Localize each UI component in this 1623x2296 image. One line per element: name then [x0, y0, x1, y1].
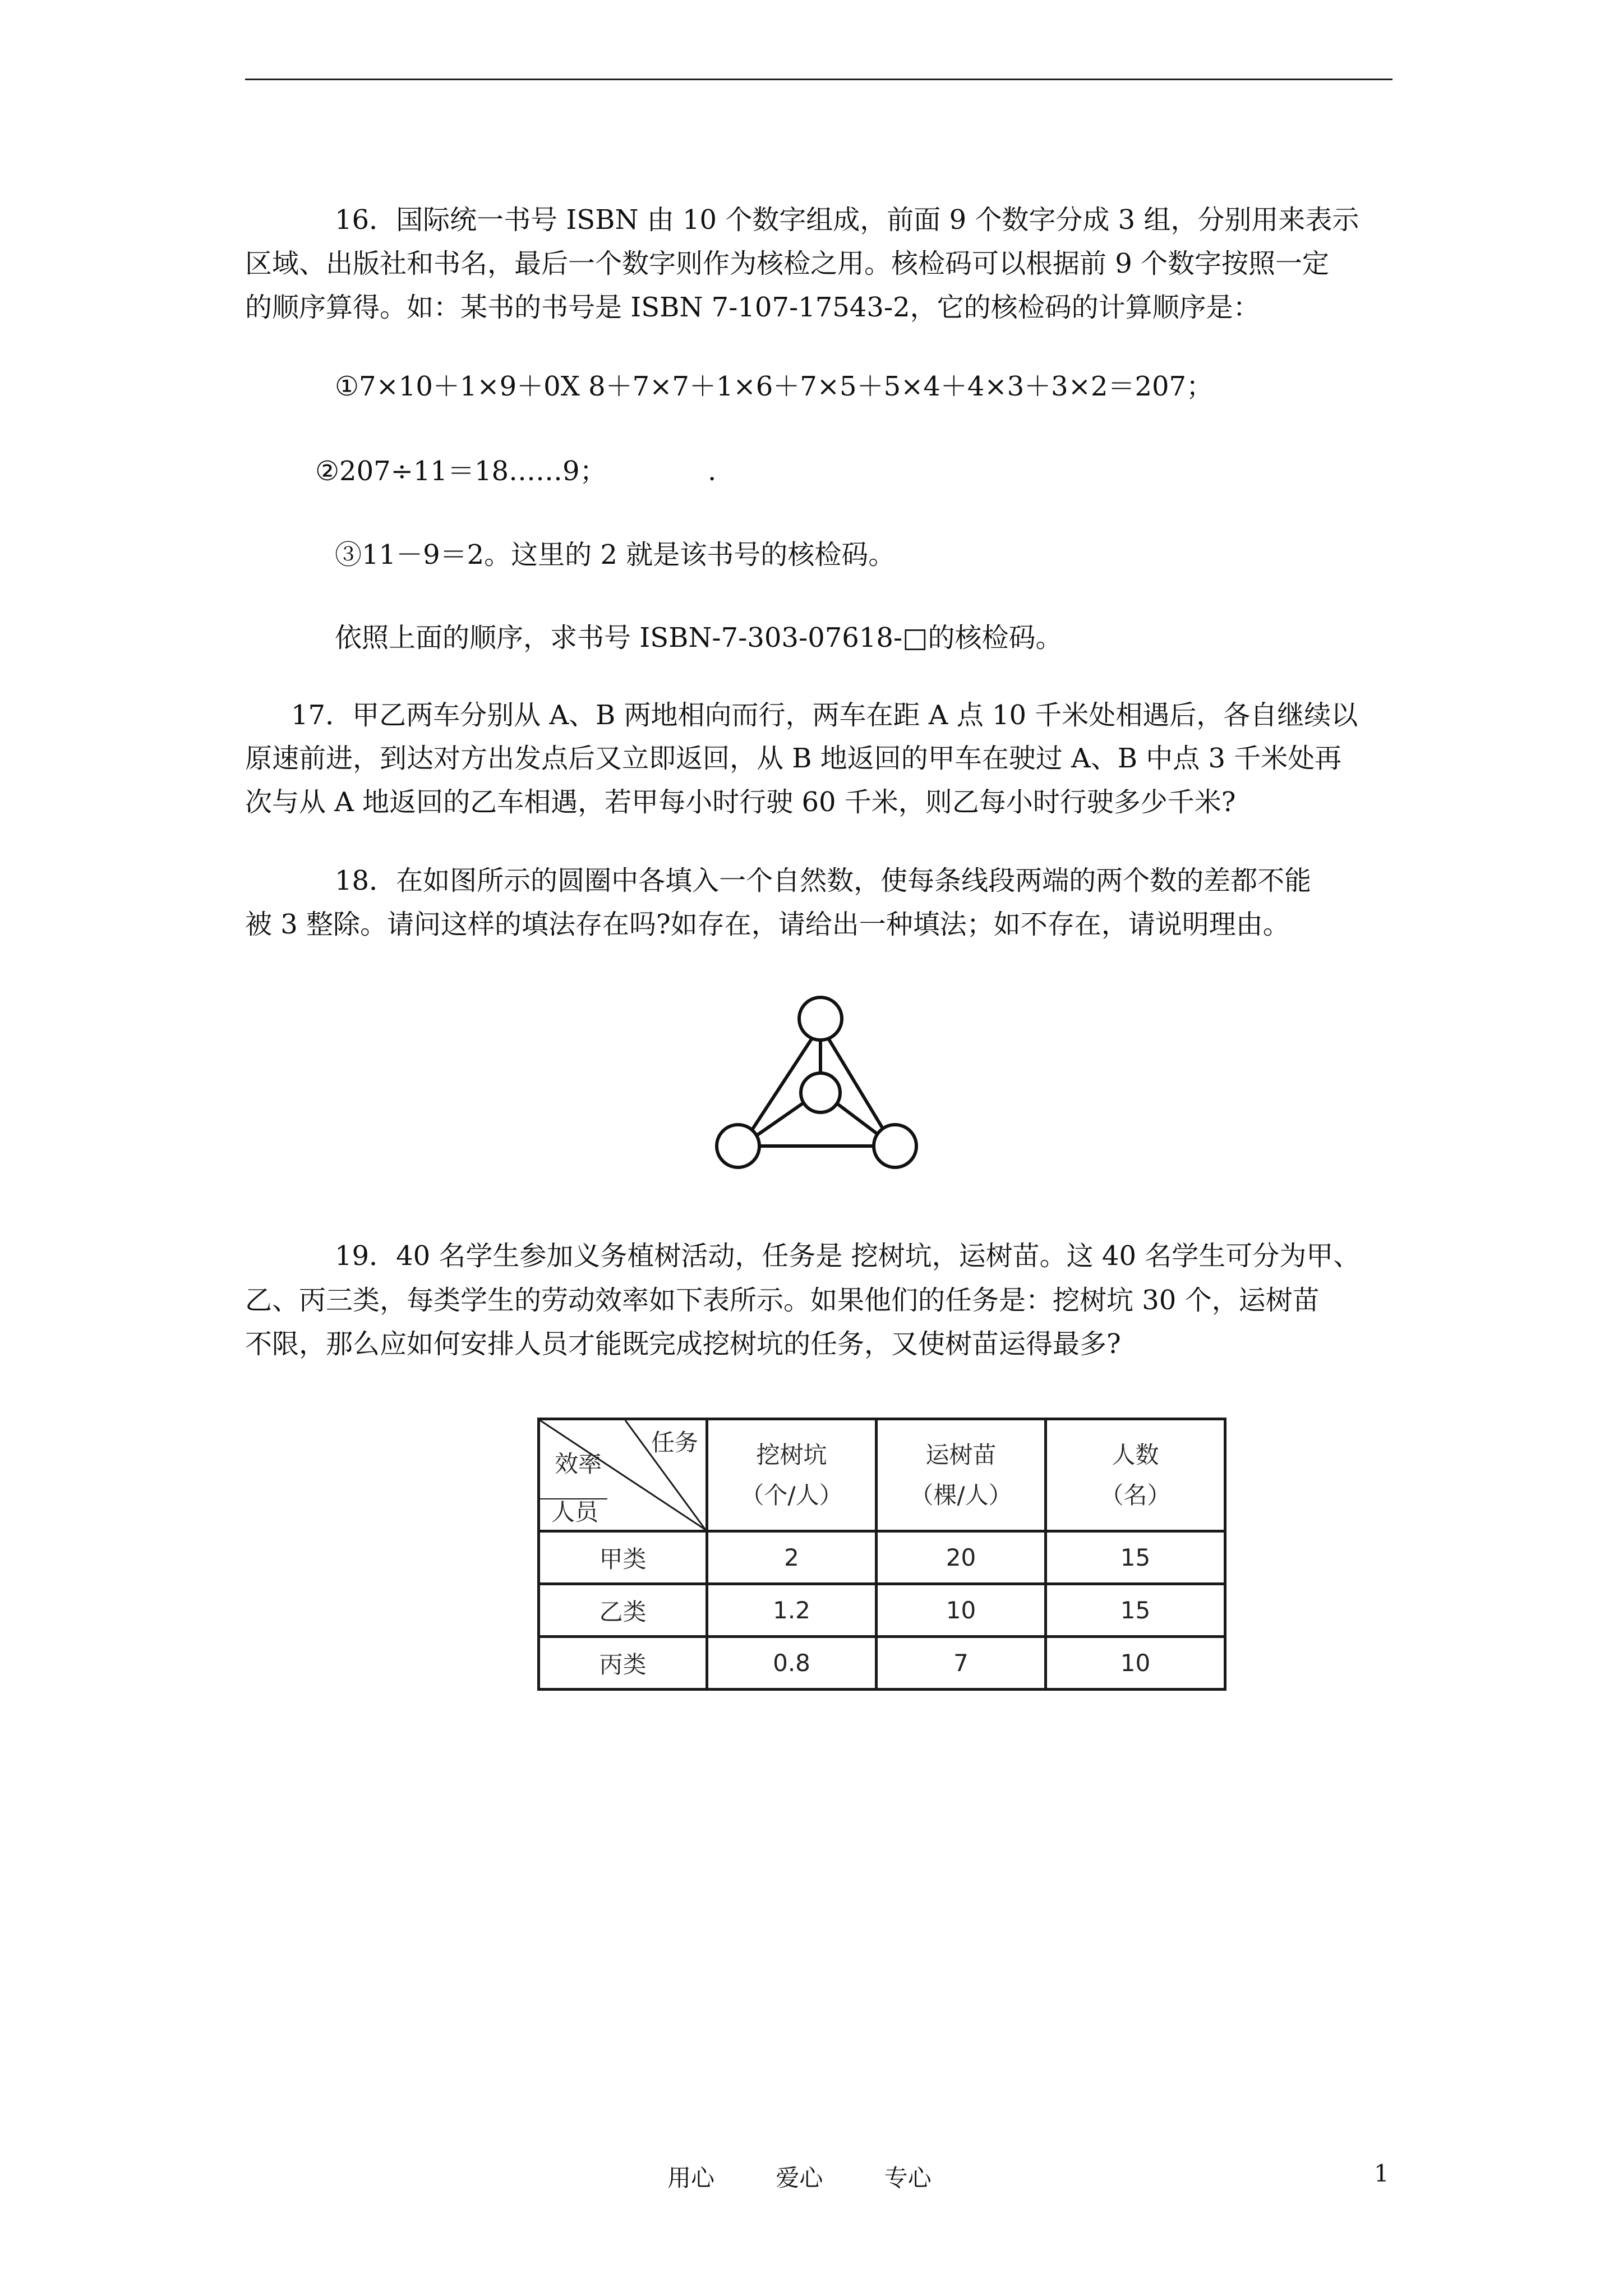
q16-step-2-dot: .	[708, 455, 717, 487]
q16-line-1: 16．国际统一书号 ISBN 由 10 个数字组成，前面 9 个数字分成 3 组，分别用来表示	[335, 204, 1359, 236]
q17-line-1: 17．甲乙两车分别从 A、B 两地相向而行，两车在距 A 点 10 千米处相遇后，各自继续以	[291, 700, 1358, 731]
cell-count: 15	[1046, 1584, 1225, 1637]
table-header-row	[539, 1419, 1225, 1531]
cell-carry: 20	[877, 1531, 1046, 1584]
efficiency-table	[537, 1418, 1227, 1691]
header-carry	[877, 1419, 1046, 1531]
footer-item: 用心	[667, 2164, 715, 2192]
cell-carry: 7	[877, 1637, 1046, 1690]
corner-personnel-label: 人员	[551, 1498, 599, 1526]
row-label: 丙类	[539, 1637, 707, 1690]
cell-dig: 1.2	[707, 1584, 877, 1637]
table-row	[539, 1531, 1225, 1584]
q16-step-1: ①7×10＋1×9＋0X 8＋7×7＋1×6＋7×5＋5×4＋4×3＋3×2＝207；	[335, 371, 1214, 402]
footer-item: 专心	[884, 2164, 932, 2192]
q19-line-3: 不限，那么应如何安排人员才能既完成挖树坑的任务，又使树苗运得最多?	[245, 1328, 1121, 1360]
page-footer	[667, 2160, 985, 2193]
header-count-unit: （名）	[1100, 1481, 1171, 1509]
q19-line-2: 乙、丙三类，每类学生的劳动效率如下表所示。如果他们的任务是：挖树坑 30 个，运树苗	[245, 1285, 1320, 1316]
header-dig-name: 挖树坑	[756, 1441, 827, 1469]
circle-center	[801, 1073, 840, 1112]
cell-carry: 10	[877, 1584, 1046, 1637]
table-row	[539, 1637, 1225, 1690]
q16-line-2: 区域、出版社和书名，最后一个数字则作为核检之用。核检码可以根据前 9 个数字按照一定	[245, 248, 1330, 279]
triangle-circle-diagram	[712, 993, 925, 1184]
table-row	[539, 1584, 1225, 1637]
cell-dig: 2	[707, 1531, 877, 1584]
corner-task-label: 任务	[651, 1429, 699, 1456]
page-number: 1	[1374, 2160, 1389, 2187]
q18-line-1: 18．在如图所示的圆圈中各填入一个自然数，使每条线段两端的两个数的差都不能	[335, 865, 1312, 896]
cell-dig: 0.8	[707, 1637, 877, 1690]
header-dig	[707, 1419, 877, 1531]
cell-count: 15	[1046, 1531, 1225, 1584]
footer-item: 爱心	[776, 2164, 823, 2192]
q17-line-3: 次与从 A 地返回的乙车相遇，若甲每小时行驶 60 千米，则乙每小时行驶多少千米?	[245, 786, 1236, 818]
circle-bottom-left	[717, 1125, 759, 1167]
q19-line-1: 19．40 名学生参加义务植树活动，任务是 挖树坑，运树苗。这 40 名学生可分为甲、	[335, 1240, 1361, 1272]
q16-line-3: 的顺序算得。如：某书的书号是 ISBN 7-107-17543-2，它的核检码的计算顺序是：	[245, 292, 1260, 323]
header-count	[1046, 1419, 1225, 1531]
header-rule	[245, 79, 1393, 80]
row-label: 甲类	[539, 1531, 707, 1584]
corner-efficiency-label: 效率	[555, 1450, 602, 1478]
cell-count: 10	[1046, 1637, 1225, 1690]
header-carry-unit: （棵/人）	[910, 1481, 1012, 1509]
circle-bottom-right	[874, 1125, 916, 1167]
q18-line-2: 被 3 整除。请问这样的填法存在吗?如存在，请给出一种填法；如不存在，请说明理由。	[245, 909, 1290, 940]
header-carry-name: 运树苗	[925, 1441, 997, 1469]
header-dig-unit: （个/人）	[740, 1481, 843, 1509]
circle-top	[799, 997, 842, 1040]
table-corner-cell	[539, 1419, 707, 1531]
q16-question: 依照上面的顺序，求书号 ISBN-7-303-07618-□的核检码。	[335, 622, 1063, 654]
q16-step-3: ③11－9＝2。这里的 2 就是该书号的核检码。	[335, 539, 896, 570]
row-label: 乙类	[539, 1584, 707, 1637]
header-count-name: 人数	[1112, 1441, 1159, 1469]
q17-line-2: 原速前进，到达对方出发点后又立即返回，从 B 地返回的甲车在驶过 A、B 中点 3 千米处再	[245, 743, 1342, 774]
q16-step-2: ②207÷11＝18……9；	[315, 455, 607, 487]
